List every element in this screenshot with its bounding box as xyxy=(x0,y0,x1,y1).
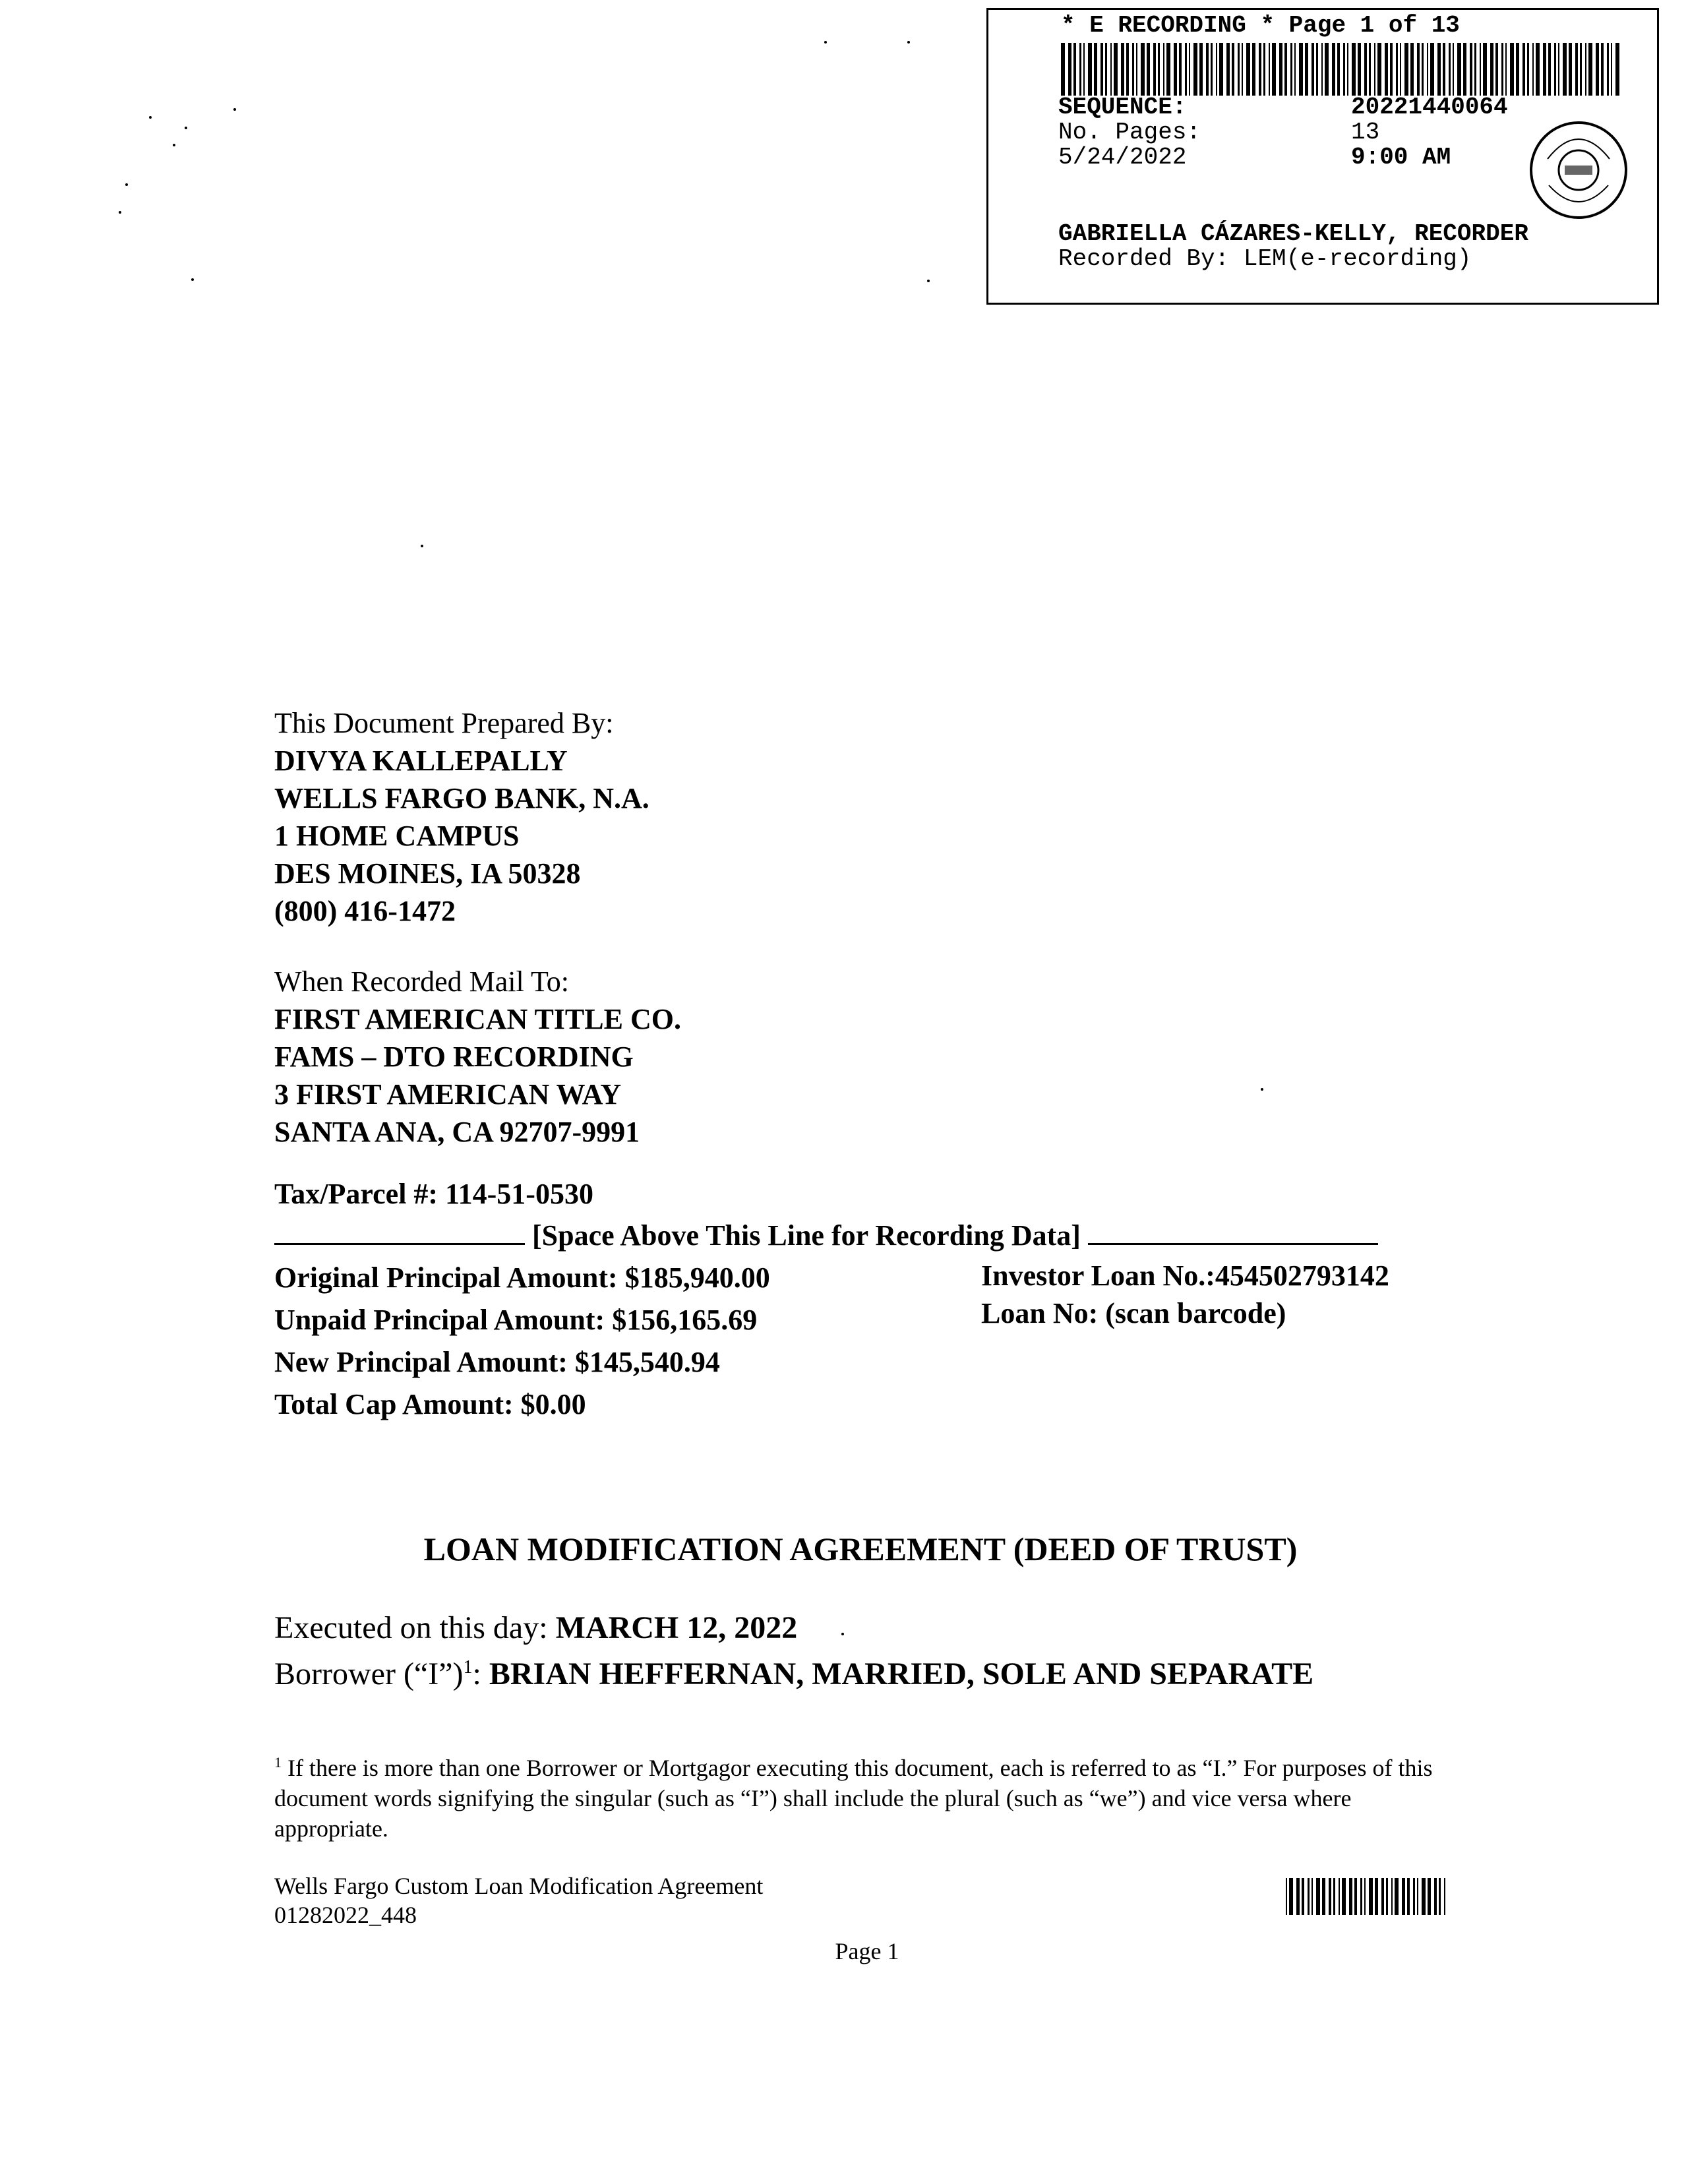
barcode-bar xyxy=(1457,43,1461,96)
barcode-bar xyxy=(1443,43,1445,96)
barcode-bar xyxy=(1449,43,1451,96)
barcode-bar xyxy=(1216,43,1217,96)
barcode-bar xyxy=(1417,43,1420,96)
barcode-bar xyxy=(1199,43,1203,96)
footnote-text: If there is more than one Borrower or Mortgagor executing this document, each is referred to as “I.” For purposes of this document words signifying the singular (such as “I”) shall include the plural (such as “we”) and vice versa where appropriate. xyxy=(274,1755,1433,1842)
underline-right xyxy=(1088,1217,1378,1245)
borrower-label: Borrower (“I”) xyxy=(274,1656,464,1691)
footnote xyxy=(274,1747,1435,1844)
barcode-bar xyxy=(1289,1878,1293,1915)
barcode-bar xyxy=(1434,1878,1437,1915)
original-principal-amount: Original Principal Amount: $185,940.00 xyxy=(274,1261,770,1294)
barcode-bar xyxy=(1189,43,1190,96)
borrower-name: BRIAN HEFFERNAN, MARRIED, SOLE AND SEPARATE xyxy=(489,1656,1314,1691)
barcode-bar xyxy=(1522,43,1525,96)
barcode-bar xyxy=(1343,43,1345,96)
barcode-bar xyxy=(1349,1878,1352,1915)
barcode-bar xyxy=(1575,43,1578,96)
barcode-bar xyxy=(1286,1878,1287,1915)
barcode-bar xyxy=(1410,43,1414,96)
barcode-bar xyxy=(1532,43,1534,96)
barcode-bar xyxy=(1333,1878,1335,1915)
footer-form-code: 01282022_448 xyxy=(274,1902,417,1928)
barcode-bar xyxy=(1185,43,1187,96)
barcode-bar xyxy=(1114,43,1118,96)
barcode-bar xyxy=(1386,1878,1388,1915)
barcode-bar xyxy=(1563,43,1567,96)
barcode-bar xyxy=(1369,43,1371,96)
barcode-bar xyxy=(1259,43,1261,96)
recorded-by: Recorded By: LEM(e-recording) xyxy=(1058,245,1472,272)
borrower-line xyxy=(274,1649,1313,1693)
barcode-bar xyxy=(1083,43,1085,96)
recorder-name: GABRIELLA CÁZARES-KELLY, RECORDER xyxy=(1058,220,1528,247)
barcode-bar xyxy=(1342,1878,1346,1915)
recording-space-line xyxy=(274,1217,1443,1254)
mail-to-address-line2: SANTA ANA, CA 92707-9991 xyxy=(274,1116,640,1148)
barcode-bar xyxy=(1284,43,1287,96)
barcode-bar xyxy=(1453,43,1454,96)
barcode-bar xyxy=(1596,43,1599,96)
barcode-bar xyxy=(1607,43,1609,96)
preparer-company: WELLS FARGO BANK, N.A. xyxy=(274,782,649,814)
barcode-bar xyxy=(1163,43,1164,96)
barcode-bar xyxy=(1252,43,1255,96)
scan-speck xyxy=(173,144,175,146)
barcode-bar xyxy=(1068,43,1071,96)
underline-left xyxy=(274,1217,525,1245)
investor-loan-number: Investor Loan No.:454502793142 xyxy=(981,1259,1389,1292)
barcode-bar xyxy=(1294,43,1296,96)
barcode-bar xyxy=(1279,43,1282,96)
barcode-bar xyxy=(1470,43,1472,96)
barcode-bar xyxy=(1105,43,1107,96)
barcode-bar xyxy=(1121,43,1124,96)
barcode-bar xyxy=(1505,43,1507,96)
scan-speck xyxy=(421,545,423,547)
barcode-bar xyxy=(1354,1878,1357,1915)
barcode-bar xyxy=(1296,1878,1300,1915)
barcode-bar xyxy=(1073,43,1076,96)
barcode-bar xyxy=(1193,43,1197,96)
barcode-bar xyxy=(1437,43,1441,96)
barcode-bar xyxy=(1391,1878,1393,1915)
barcode-bar xyxy=(1374,43,1375,96)
recording-date: 5/24/2022 xyxy=(1058,144,1187,171)
tax-parcel-number: Tax/Parcel #: 114-51-0530 xyxy=(274,1178,593,1210)
footer-form-id xyxy=(274,1871,763,1929)
space-above-text: [Space Above This Line for Recording Data] xyxy=(532,1219,1081,1252)
barcode-bar xyxy=(1316,1878,1320,1915)
mail-to-heading: When Recorded Mail To: xyxy=(274,965,569,998)
barcode-bar xyxy=(1375,1878,1378,1915)
barcode-bar xyxy=(1179,43,1182,96)
barcode-bar xyxy=(1495,43,1498,96)
barcode-bar xyxy=(1439,1878,1441,1915)
barcode-bar xyxy=(1611,43,1612,96)
total-cap-amount: Total Cap Amount: $0.00 xyxy=(274,1388,586,1420)
borrower-separator: : xyxy=(472,1656,489,1691)
sequence-value: 20221440064 xyxy=(1351,94,1508,121)
barcode-bar xyxy=(1110,43,1112,96)
barcode-bar xyxy=(1385,43,1388,96)
scan-speck xyxy=(233,108,236,111)
new-principal-amount: New Principal Amount: $145,540.94 xyxy=(274,1346,720,1378)
barcode-bar xyxy=(1079,43,1081,96)
barcode-bar xyxy=(1088,43,1092,96)
barcode-bar xyxy=(1490,43,1493,96)
recording-stamp xyxy=(986,8,1659,305)
scan-speck xyxy=(119,211,121,214)
barcode-bar xyxy=(1536,43,1540,96)
barcode-bar xyxy=(1302,1878,1304,1915)
barcode-bar xyxy=(1580,43,1582,96)
scan-speck xyxy=(907,41,910,44)
barcode-bar xyxy=(1147,43,1150,96)
barcode-bar xyxy=(1211,43,1213,96)
recording-time: 9:00 AM xyxy=(1351,144,1451,171)
barcode-bar xyxy=(1381,1878,1384,1915)
barcode-bar xyxy=(1554,43,1556,96)
executed-line xyxy=(274,1609,797,1647)
barcode-bar xyxy=(1305,43,1308,96)
barcode-bar xyxy=(1407,1878,1410,1915)
barcode-bar xyxy=(1548,43,1551,96)
county-recorder-seal-icon xyxy=(1528,119,1629,221)
barcode-bar xyxy=(1396,43,1398,96)
loan-number: Loan No: (scan barcode) xyxy=(981,1297,1286,1329)
scan-speck xyxy=(185,127,187,129)
barcode-bar xyxy=(1516,43,1519,96)
barcode-bar xyxy=(1061,43,1065,96)
barcode-bar xyxy=(1339,1878,1340,1915)
preparer-address-line2: DES MOINES, IA 50328 xyxy=(274,857,581,890)
barcode-bar xyxy=(1332,43,1335,96)
barcode-bar xyxy=(1377,43,1381,96)
barcode-bar xyxy=(1588,43,1592,96)
barcode-bar xyxy=(1166,43,1170,96)
barcode-bar xyxy=(1100,43,1103,96)
barcode-bar xyxy=(1094,43,1097,96)
barcode-bar xyxy=(1364,1878,1366,1915)
barcode-bar xyxy=(1299,43,1303,96)
barcode-bar xyxy=(1347,43,1348,96)
barcode-bar xyxy=(1474,43,1476,96)
mail-to-block xyxy=(274,963,681,1151)
barcode-bar xyxy=(1238,43,1240,96)
loan-numbers xyxy=(981,1257,1389,1332)
barcode-bar xyxy=(1543,43,1546,96)
preparer-address-line1: 1 HOME CAMPUS xyxy=(274,820,520,852)
barcode-bar xyxy=(1400,43,1401,96)
barcode-bar xyxy=(1158,43,1160,96)
barcode-bar xyxy=(1390,43,1393,96)
barcode-bar xyxy=(1153,43,1156,96)
barcode-bar xyxy=(1395,1878,1399,1915)
barcode-bar xyxy=(1308,1878,1310,1915)
barcode-bar xyxy=(1316,43,1318,96)
pages-label: No. Pages: xyxy=(1058,119,1201,146)
barcode-bar xyxy=(1510,43,1514,96)
barcode-bar xyxy=(1427,43,1428,96)
barcode-bar xyxy=(1329,1878,1331,1915)
barcode-bar xyxy=(1585,43,1586,96)
barcode-bar xyxy=(1141,43,1145,96)
recording-barcode xyxy=(1061,43,1621,96)
barcode-bar xyxy=(1444,1878,1445,1915)
barcode-bar xyxy=(1325,43,1329,96)
principal-amounts xyxy=(274,1257,770,1426)
barcode-bar xyxy=(1272,43,1276,96)
barcode-bar xyxy=(1364,43,1367,96)
barcode-bar xyxy=(1358,43,1361,96)
scan-speck xyxy=(191,278,194,281)
executed-label: Executed on this day: xyxy=(274,1610,556,1645)
barcode-bar xyxy=(1226,43,1230,96)
scan-speck xyxy=(125,183,128,186)
barcode-bar xyxy=(1126,43,1129,96)
barcode-bar xyxy=(1322,1878,1325,1915)
barcode-bar xyxy=(1290,43,1292,96)
scan-speck xyxy=(1261,1088,1263,1091)
scan-speck xyxy=(149,116,152,119)
barcode-bar xyxy=(1321,43,1323,96)
executed-date: MARCH 12, 2022 xyxy=(555,1610,798,1645)
barcode-bar xyxy=(1483,43,1487,96)
unpaid-principal-amount: Unpaid Principal Amount: $156,165.69 xyxy=(274,1304,758,1336)
sequence-label: SEQUENCE: xyxy=(1058,94,1187,121)
barcode-bar xyxy=(1311,43,1314,96)
footnote-marker: 1 xyxy=(274,1754,282,1771)
barcode-bar xyxy=(1422,43,1424,96)
prepared-by-block xyxy=(274,704,649,930)
barcode-bar xyxy=(1174,43,1177,96)
barcode-bar xyxy=(1413,1878,1415,1915)
scan-speck xyxy=(927,280,930,282)
pages-value: 13 xyxy=(1351,119,1380,146)
barcode-bar xyxy=(1558,43,1559,96)
barcode-bar xyxy=(1246,43,1250,96)
barcode-bar xyxy=(1417,1878,1418,1915)
barcode-bar xyxy=(1402,1878,1405,1915)
footer-form-name: Wells Fargo Custom Loan Modification Agreement xyxy=(274,1873,764,1899)
scan-speck xyxy=(841,1633,844,1635)
barcode-bar xyxy=(1337,43,1340,96)
barcode-bar xyxy=(1527,43,1529,96)
preparer-name: DIVYA KALLEPALLY xyxy=(274,744,568,777)
barcode-bar xyxy=(1360,1878,1362,1915)
borrower-footnote-marker: 1 xyxy=(463,1657,473,1678)
barcode-bar xyxy=(1601,43,1604,96)
mail-to-dept: FAMS – DTO RECORDING xyxy=(274,1041,634,1073)
mail-to-company: FIRST AMERICAN TITLE CO. xyxy=(274,1003,681,1035)
barcode-bar xyxy=(1219,43,1223,96)
barcode-bar xyxy=(1206,43,1209,96)
stamp-title: * E RECORDING * Page 1 of 13 xyxy=(1061,12,1460,39)
barcode-bar xyxy=(1501,43,1503,96)
barcode-bar xyxy=(1480,43,1481,96)
barcode-bar xyxy=(1369,1878,1373,1915)
document-title: LOAN MODIFICATION AGREEMENT (DEED OF TRUST) xyxy=(423,1531,1298,1567)
barcode-bar xyxy=(1136,43,1137,96)
barcode-bar xyxy=(1132,43,1134,96)
loan-barcode xyxy=(1286,1878,1447,1915)
barcode-bar xyxy=(1263,43,1265,96)
barcode-bar xyxy=(1352,43,1356,96)
barcode-bar xyxy=(1428,1878,1431,1915)
barcode-bar xyxy=(1615,43,1619,96)
mail-to-address-line1: 3 FIRST AMERICAN WAY xyxy=(274,1078,622,1110)
barcode-bar xyxy=(1569,43,1572,96)
preparer-phone: (800) 416-1472 xyxy=(274,895,456,927)
barcode-bar xyxy=(1430,43,1434,96)
prepared-by-heading: This Document Prepared By: xyxy=(274,707,614,739)
barcode-bar xyxy=(1463,43,1466,96)
scan-speck xyxy=(824,41,827,44)
barcode-bar xyxy=(1269,43,1270,96)
barcode-bar xyxy=(1404,43,1408,96)
page-number: Page 1 xyxy=(835,1938,899,1964)
barcode-bar xyxy=(1422,1878,1426,1915)
barcode-bar xyxy=(1242,43,1243,96)
barcode-bar xyxy=(1232,43,1234,96)
barcode-bar xyxy=(1311,1878,1313,1915)
